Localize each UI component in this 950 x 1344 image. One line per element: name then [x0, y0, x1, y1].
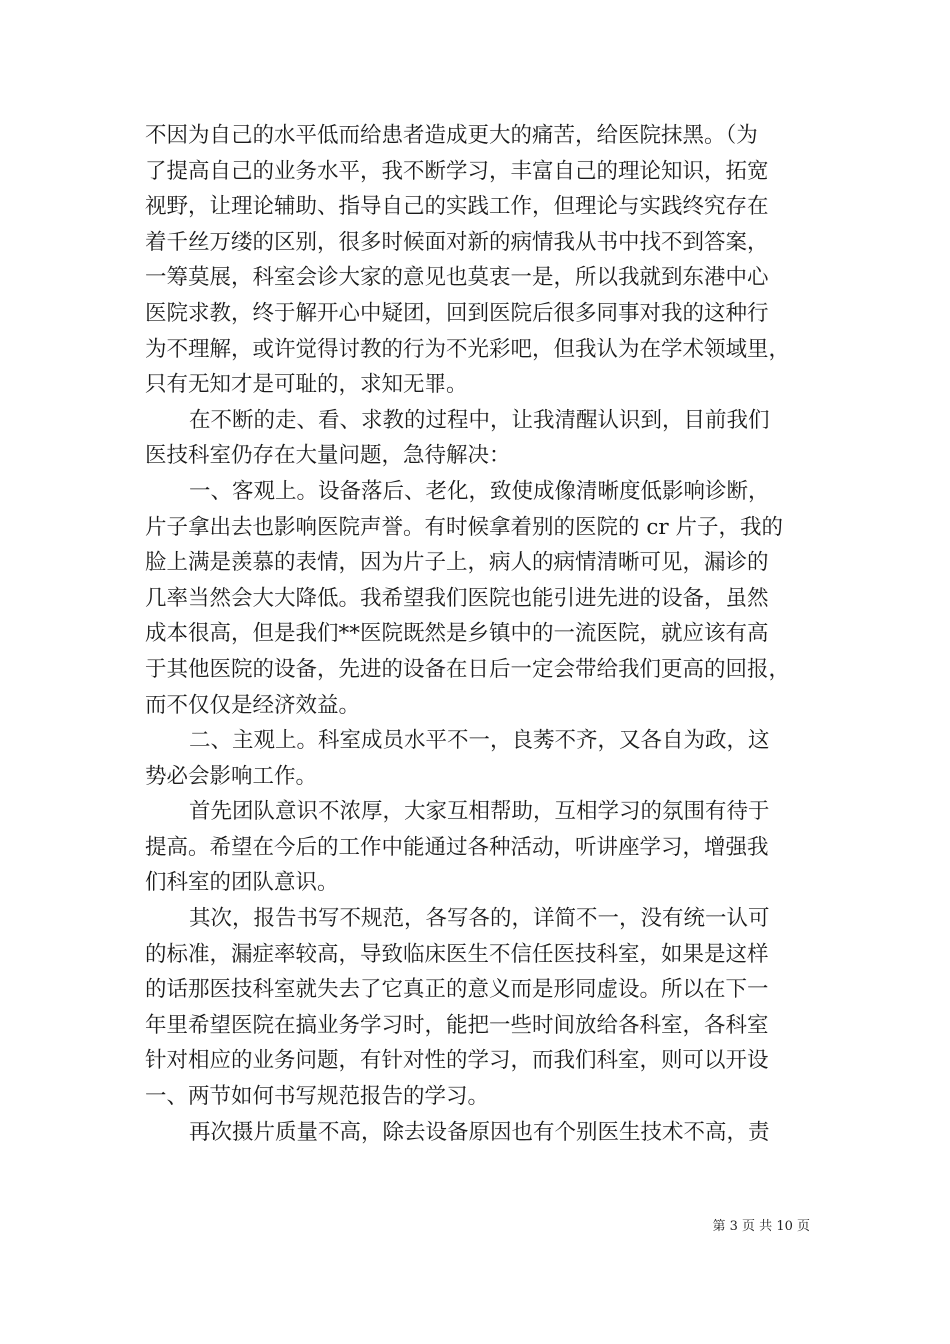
paragraph-first-line: 再次摄片质量不高，除去设备原因也有个别医生技术不高，责: [189, 1119, 770, 1145]
text-line: 了提高自己的业务水平，我不断学习，丰富自己的理论知识，拓宽: [145, 158, 769, 184]
document-body: [145, 118, 811, 1150]
text-line: 片子拿出去也影响医院声誉。有时候拿着别的医院的 cr 片子，我的: [145, 514, 783, 540]
paragraph-first-line: 一、客观上。设备落后、老化，致使成像清晰度低影响诊断，: [189, 478, 770, 504]
text-line: 一筹莫展，科室会诊大家的意见也莫衷一是，所以我就到东港中心: [145, 265, 769, 291]
text-line: 几率当然会大大降低。我希望我们医院也能引进先进的设备，虽然: [145, 585, 769, 611]
text-line: 只有无知才是可耻的，求知无罪。: [145, 372, 468, 398]
paragraph-first-line: 在不断的走、看、求教的过程中，让我清醒认识到，目前我们: [189, 407, 770, 433]
text-line: 成本很高，但是我们**医院既然是乡镇中的一流医院，就应该有高: [145, 621, 769, 647]
text-line: 提高。希望在今后的工作中能通过各种活动，听讲座学习，增强我: [145, 834, 769, 860]
text-line: 针对相应的业务问题，有针对性的学习，而我们科室，则可以开设: [145, 1048, 769, 1074]
text-line: 不因为自己的水平低而给患者造成更大的痛苦，给医院抹黑。（为: [145, 123, 758, 148]
text-line: 为不理解，或许觉得讨教的行为不光彩吧，但我认为在学术领域里，: [145, 336, 791, 362]
text-line: 医院求教，终于解开心中疑团，回到医院后很多同事对我的这种行: [145, 300, 769, 326]
text-line: 年里希望医院在搞业务学习时，能把一些时间放给各科室，各科室: [145, 1012, 769, 1038]
text-line: 医技科室仍存在大量问题，急待解决：: [145, 443, 511, 469]
text-line: 而不仅仅是经济效益。: [145, 692, 361, 718]
text-line: 脸上满是羡慕的表情，因为片子上，病人的病情清晰可见，漏诊的: [145, 550, 769, 576]
text-line: 视野，让理论辅助、指导自己的实践工作，但理论与实践终究存在: [145, 194, 769, 220]
text-line: 一、两节如何书写规范报告的学习。: [145, 1084, 490, 1110]
paragraph-first-line: 其次，报告书写不规范，各写各的，详简不一，没有统一认可: [189, 906, 770, 932]
text-line: 着千丝万缕的区别，很多时候面对新的病情我从书中找不到答案，: [145, 229, 769, 255]
text-line: 的标准，漏症率较高，导致临床医生不信任医技科室，如果是这样: [145, 941, 769, 967]
page-number: 第 3 页 共 10 页: [712, 1219, 810, 1234]
text-line: 势必会影响工作。: [145, 763, 318, 789]
text-line: 于其他医院的设备，先进的设备在日后一定会带给我们更高的回报，: [145, 656, 791, 682]
text-line: 的话那医技科室就失去了它真正的意义而是形同虚设。所以在下一: [145, 977, 769, 1003]
paragraph-first-line: 二、主观上。科室成员水平不一，良莠不齐，又各自为政，这: [189, 728, 770, 754]
paragraph-first-line: 首先团队意识不浓厚，大家互相帮助，互相学习的氛围有待于: [189, 799, 770, 825]
text-line: 们科室的团队意识。: [145, 870, 339, 896]
